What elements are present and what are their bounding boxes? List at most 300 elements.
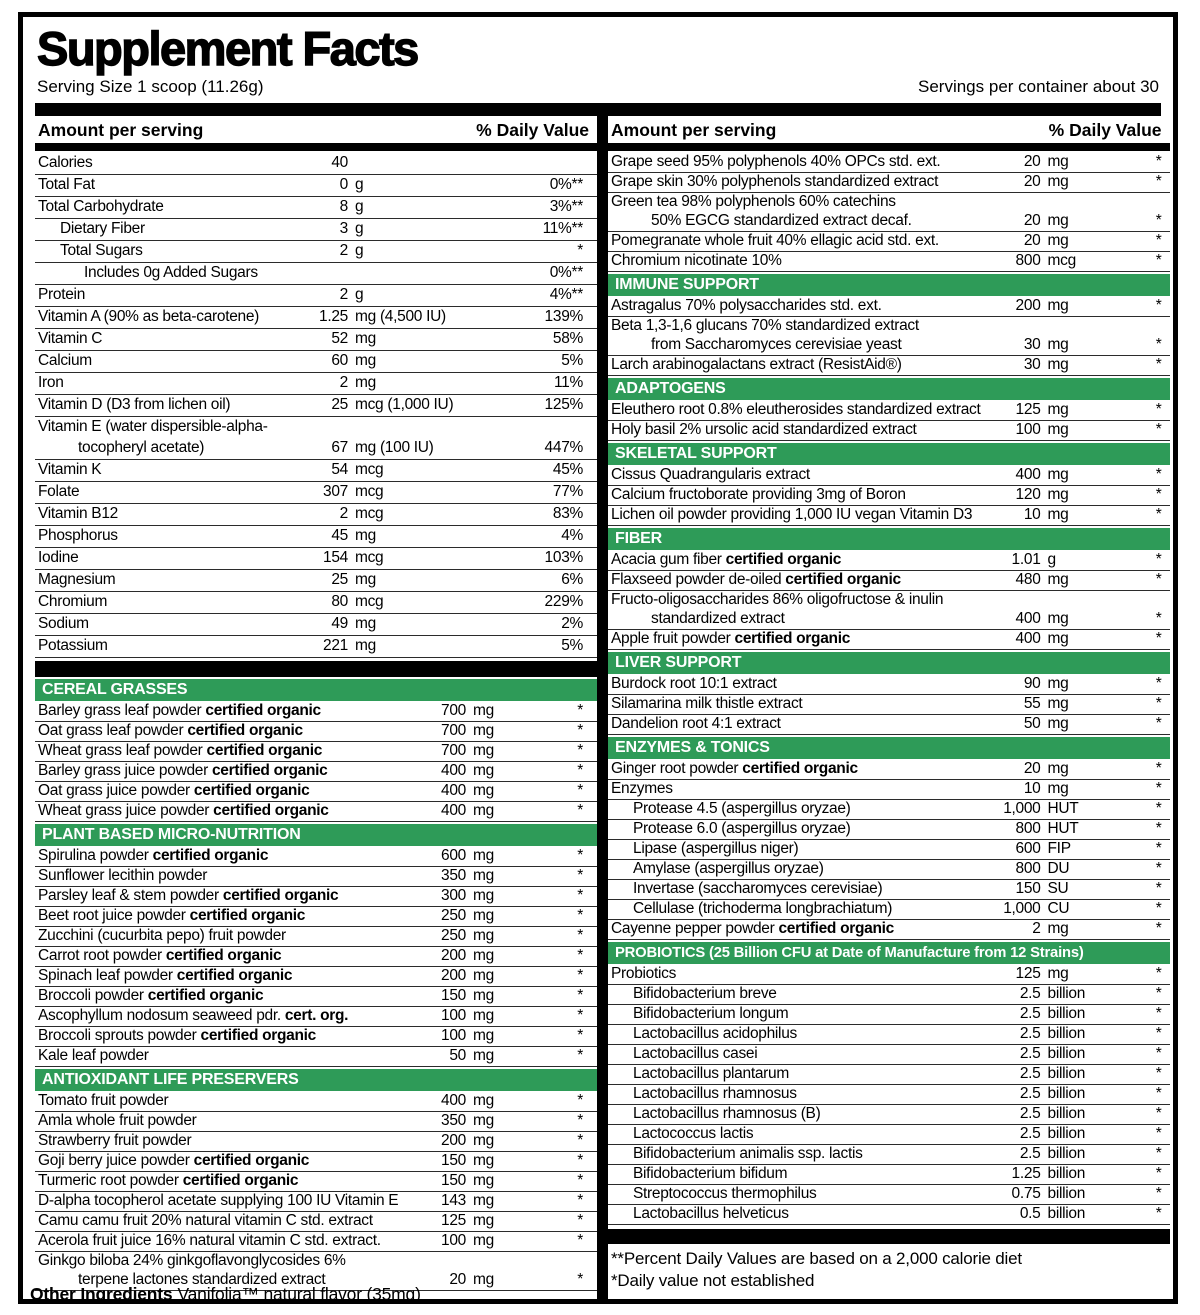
- ingredient-name: [611, 1165, 981, 1184]
- ingredient-name-text: Lactobacillus plantarum: [633, 1065, 789, 1082]
- daily-value: *: [577, 802, 583, 819]
- amount-unit: billion: [1047, 1065, 1086, 1082]
- ingredient-name: [38, 722, 406, 741]
- amount-unit: mg: [473, 907, 494, 924]
- ingredient-name: [38, 1007, 406, 1026]
- nutrient-row: [35, 153, 597, 175]
- ingredient-name: [38, 802, 406, 821]
- ingredient-row: [35, 967, 597, 987]
- ingredient-name-text: Broccoli sprouts powder: [38, 1027, 197, 1044]
- daily-value: *: [1155, 551, 1162, 568]
- ingredient-name: [38, 1152, 406, 1171]
- ingredient-name-text: Fructo-oligosaccharides 86% oligofructose & inulin: [611, 591, 944, 608]
- daily-value: 45%: [552, 461, 583, 478]
- amount-unit: mg: [1047, 336, 1069, 353]
- column-header-bar: [608, 143, 1170, 151]
- ingredient-name: [38, 373, 288, 393]
- amount-unit: billion: [1047, 985, 1086, 1002]
- daily-value: 11%: [554, 374, 583, 391]
- amount-value: 150: [441, 1172, 466, 1189]
- section-header-label: CEREAL GRASSES: [42, 681, 188, 698]
- ingredient-name-continued: 50% EGCG standardized extract decaf.: [651, 212, 912, 229]
- amount-value: 40: [331, 154, 348, 171]
- ingredient-name: [38, 702, 406, 721]
- amount-unit: mg: [473, 847, 494, 864]
- ingredient-name-text: Ascophyllum nodosum seaweed pdr.: [38, 1007, 281, 1024]
- section-header: [608, 652, 1170, 674]
- ingredient-name: [38, 548, 288, 568]
- ingredient-name-text: Potassium: [38, 637, 108, 654]
- ingredient-name-text: Enzymes: [611, 780, 673, 797]
- ingredient-row: [35, 1212, 597, 1232]
- amount-unit: mg: [473, 967, 494, 984]
- amount-value: 200: [1015, 297, 1041, 314]
- ingredient-row: [608, 506, 1170, 526]
- amount-value: 250: [441, 927, 466, 944]
- ingredient-name-text: Burdock root 10:1 extract: [611, 675, 777, 692]
- ingredient-row: [35, 947, 597, 967]
- ingredient-name-text: Amylase (aspergillus oryzae): [633, 860, 824, 877]
- ingredient-name-text: Iron: [38, 374, 64, 391]
- ingredient-name-text: Streptococcus thermophilus: [633, 1185, 817, 1202]
- nutrient-row: [35, 548, 597, 570]
- daily-value-label: % Daily Value: [1048, 120, 1162, 140]
- ingredient-name-text: Bifidobacterium bifidum: [633, 1165, 788, 1182]
- daily-value: *: [577, 1132, 583, 1149]
- daily-value: *: [1155, 297, 1162, 314]
- amount-unit: billion: [1047, 1145, 1086, 1162]
- ingredient-name: [38, 526, 288, 546]
- amount-unit: mg: [355, 330, 376, 347]
- certified-organic-bold: certified organic: [182, 1172, 299, 1189]
- amount-value: 150: [1015, 880, 1041, 897]
- ingredient-name-text: Dietary Fiber: [60, 220, 145, 237]
- certified-organic-bold: certified organic: [176, 967, 293, 984]
- daily-value: 3%**: [549, 198, 583, 215]
- other-ingredients: [30, 1284, 421, 1305]
- ingredient-row: [35, 907, 597, 927]
- ingredient-name-text: Calories: [38, 154, 93, 171]
- ingredient-name: [38, 460, 288, 480]
- ingredient-name: [38, 307, 288, 327]
- ingredient-name-text: Bifidobacterium longum: [633, 1005, 789, 1022]
- daily-value: *: [577, 742, 583, 759]
- amount-unit: mg: [473, 1212, 494, 1229]
- amount-value: 100: [1015, 421, 1041, 438]
- daily-value: *: [577, 782, 583, 799]
- ingredient-name-text: Grape skin 30% polyphenols standardized extract: [611, 173, 939, 190]
- ingredient-row: [608, 173, 1170, 193]
- ingredient-name: [611, 551, 981, 570]
- amount-unit: mcg: [1047, 252, 1076, 269]
- amount-value: 700: [441, 742, 466, 759]
- amount-value: 400: [441, 1092, 466, 1109]
- amount-unit: billion: [1047, 1125, 1086, 1142]
- nutrient-row: [35, 482, 597, 504]
- section-header: [608, 378, 1170, 400]
- section-header: [608, 737, 1170, 759]
- daily-value: *: [577, 1271, 583, 1288]
- ingredient-name-text: Oat grass leaf powder: [38, 722, 184, 739]
- ingredient-name: [38, 967, 406, 986]
- left-column: [35, 116, 597, 1299]
- ingredient-name-text: Calcium fructoborate providing 3mg of Boron: [611, 486, 906, 503]
- ingredient-name: [611, 1065, 981, 1084]
- amount-unit: mg: [1047, 571, 1069, 588]
- daily-value: *: [577, 1152, 583, 1169]
- ingredient-name: [38, 285, 288, 305]
- ingredient-name: [38, 782, 406, 801]
- amount-value: 20: [1023, 173, 1041, 190]
- ingredient-name-text: Sodium: [38, 615, 89, 632]
- ingredient-name: [38, 987, 406, 1006]
- amount-unit: billion: [1047, 1185, 1086, 1202]
- daily-value: *: [1155, 252, 1162, 269]
- amount-value: 2: [339, 286, 348, 303]
- ingredient-row: [608, 630, 1170, 650]
- daily-value: *: [1155, 466, 1162, 483]
- amount-unit: mg: [473, 1232, 494, 1249]
- daily-value: *: [1155, 421, 1162, 438]
- ingredient-name: [611, 1105, 981, 1124]
- ingredient-row: [608, 1085, 1170, 1105]
- nutrient-row: [35, 570, 597, 592]
- ingredient-name: [611, 591, 1162, 610]
- ingredient-row: [35, 722, 597, 742]
- amount-value: 25: [331, 396, 348, 413]
- amount-unit: mg: [1047, 173, 1069, 190]
- daily-value: *: [577, 847, 583, 864]
- ingredient-name: [38, 1232, 406, 1251]
- certified-organic-bold: certified organic: [147, 987, 264, 1004]
- ingredient-name: [611, 760, 981, 779]
- nutrient-row: [35, 241, 597, 263]
- amount-value: 700: [441, 702, 466, 719]
- ingredient-name-text: Barley grass juice powder: [38, 762, 208, 779]
- amount-unit: mg: [473, 1172, 494, 1189]
- amount-value: 600: [441, 847, 466, 864]
- amount-unit: mg: [1047, 780, 1069, 797]
- amount-value: 1.25: [319, 308, 348, 325]
- ingredient-row: [608, 610, 1170, 630]
- amount-unit: mg: [355, 637, 376, 654]
- amount-value: 30: [1023, 336, 1041, 353]
- ingredient-row: [608, 212, 1170, 232]
- ingredient-row: [608, 1185, 1170, 1205]
- ingredient-name: [611, 571, 981, 590]
- certified-organic-bold: certified organic: [742, 760, 858, 777]
- amount-value: 0.5: [1019, 1205, 1041, 1222]
- amount-value: 2.5: [1019, 1005, 1041, 1022]
- nutrient-row: [35, 329, 597, 351]
- certified-organic-bold: certified organic: [734, 630, 851, 647]
- amount-value: 49: [331, 615, 348, 632]
- ingredient-name: [611, 232, 981, 251]
- ingredient-name: [611, 401, 981, 420]
- daily-value: *: [1155, 760, 1162, 777]
- ingredient-name-continued: from Saccharomyces cerevisiae yeast: [651, 336, 902, 353]
- nutrient-row: [35, 395, 597, 417]
- amount-value: 2.5: [1019, 1065, 1041, 1082]
- amount-unit: mg (100 IU): [355, 439, 434, 456]
- daily-value: *: [577, 1112, 583, 1129]
- amount-unit: mg: [473, 802, 494, 819]
- amount-value: 2.5: [1019, 1025, 1041, 1042]
- amount-unit: g: [1047, 551, 1056, 568]
- ingredient-row: [35, 987, 597, 1007]
- ingredient-row: [35, 1047, 597, 1067]
- amount-value: 300: [441, 887, 466, 904]
- amount-unit: billion: [1047, 1165, 1086, 1182]
- ingredient-name: [611, 356, 981, 375]
- ingredient-name: [611, 486, 981, 505]
- footnote-dv-not-established: *Daily value not established: [611, 1270, 815, 1290]
- amount-value: 400: [441, 782, 466, 799]
- ingredient-name-text: Kale leaf powder: [38, 1047, 149, 1064]
- daily-value: *: [1155, 1145, 1162, 1162]
- ingredient-name-continued: tocopheryl acetate): [78, 439, 205, 456]
- column-divider-bar: [597, 116, 608, 1299]
- ingredient-name-text: Broccoli powder: [38, 987, 144, 1004]
- ingredient-row: [608, 1045, 1170, 1065]
- ingredient-row: [608, 401, 1170, 421]
- ingredient-row: [35, 1152, 597, 1172]
- amount-unit: mg: [473, 1152, 494, 1169]
- ingredient-name: [611, 900, 981, 919]
- amount-unit: mg: [473, 762, 494, 779]
- amount-value: 30: [1023, 356, 1041, 373]
- ingredient-name: [611, 317, 1162, 336]
- amount-value: 700: [441, 722, 466, 739]
- amount-unit: mg: [473, 1027, 494, 1044]
- amount-unit: mg: [355, 571, 376, 588]
- amount-unit: mg: [1047, 715, 1069, 732]
- amount-value: 1,000: [1003, 800, 1041, 817]
- ingredient-row: [608, 880, 1170, 900]
- daily-value: *: [577, 927, 583, 944]
- amount-per-serving-label: Amount per serving: [611, 120, 777, 140]
- certified-organic-bold: certified organic: [211, 762, 328, 779]
- amount-unit: mg (4,500 IU): [355, 308, 446, 325]
- right-column-body: [608, 151, 1170, 1225]
- columns-wrapper: [35, 116, 1161, 1299]
- ingredient-name: [611, 421, 981, 440]
- daily-value: *: [1155, 401, 1162, 418]
- ingredient-name: [611, 820, 981, 839]
- ingredient-name-text: Goji berry juice powder: [38, 1152, 190, 1169]
- amount-unit: mg: [1047, 297, 1069, 314]
- ingredient-name-text: Includes 0g Added Sugars: [84, 264, 258, 281]
- amount-value: 2.5: [1019, 1125, 1041, 1142]
- ingredient-name-continued: terpene lactones standardized extract: [78, 1271, 326, 1288]
- amount-unit: DU: [1047, 860, 1070, 877]
- daily-value: *: [1155, 860, 1162, 877]
- certified-organic-bold: certified organic: [205, 702, 321, 719]
- daily-value: *: [1155, 1125, 1162, 1142]
- ingredient-name: [611, 1185, 981, 1204]
- amount-unit: mcg: [355, 505, 384, 522]
- daily-value: 139%: [544, 308, 583, 325]
- amount-unit: mg: [473, 1132, 494, 1149]
- ingredient-name: [38, 947, 406, 966]
- daily-value: *: [1155, 1045, 1162, 1062]
- ingredient-row: [35, 1192, 597, 1212]
- ingredient-name-text: Vitamin E (water dispersible-alpha-: [38, 418, 268, 435]
- ingredient-row: [35, 802, 597, 822]
- section-header-label: ENZYMES & TONICS: [615, 739, 770, 756]
- ingredient-name-text: Acacia gum fiber: [611, 551, 722, 568]
- amount-unit: mg: [1047, 153, 1069, 170]
- ingredient-name-text: Cellulase (trichoderma longbrachiatum): [633, 900, 893, 917]
- amount-unit: mcg: [355, 483, 384, 500]
- section-header: [35, 679, 597, 701]
- amount-value: 0.75: [1011, 1185, 1041, 1202]
- amount-unit: mg: [473, 1271, 494, 1288]
- ingredient-row: [608, 1005, 1170, 1025]
- amount-unit: mg: [1047, 630, 1069, 647]
- daily-value-label: % Daily Value: [476, 120, 589, 140]
- daily-value: *: [1155, 820, 1162, 837]
- ingredient-name-text: Lactobacillus rhamnosus (B): [633, 1105, 821, 1122]
- daily-value: 5%: [561, 352, 583, 369]
- amount-value: 150: [441, 987, 466, 1004]
- amount-value: 307: [323, 483, 348, 500]
- ingredient-name-text: Chromium nicotinate 10%: [611, 252, 782, 269]
- ingredient-name-text: Turmeric root powder: [38, 1172, 179, 1189]
- section-header: [608, 443, 1170, 465]
- left-column-header: [35, 116, 597, 143]
- right-column: [608, 116, 1170, 1299]
- amount-value: 120: [1015, 486, 1041, 503]
- amount-value: 10: [1023, 506, 1041, 523]
- daily-value: *: [1155, 695, 1162, 712]
- left-column-body: [35, 151, 597, 1291]
- ingredient-name: [38, 1252, 583, 1271]
- daily-value: *: [1155, 610, 1162, 627]
- ingredient-name-text: Lactobacillus acidophilus: [633, 1025, 797, 1042]
- amount-value: 50: [1023, 715, 1041, 732]
- serving-size: Serving Size 1 scoop (11.26g): [37, 77, 264, 96]
- ingredient-name-text: D-alpha tocopherol acetate supplying 100 IU Vitamin E: [38, 1192, 399, 1209]
- certified-organic-bold: certified organic: [193, 1152, 310, 1169]
- other-ingredients-label: Other Ingredients: [30, 1284, 173, 1304]
- amount-value: 20: [449, 1271, 466, 1288]
- amount-unit: SU: [1047, 880, 1069, 897]
- ingredient-name-text: Larch arabinogalactans extract (ResistAid®): [611, 356, 902, 373]
- serving-info-row: [37, 76, 1159, 97]
- amount-value: 54: [331, 461, 348, 478]
- ingredient-row: [608, 232, 1170, 252]
- amount-unit: mg: [473, 887, 494, 904]
- daily-value: 125%: [544, 396, 583, 413]
- ingredient-name-text: Spirulina powder: [38, 847, 149, 864]
- ingredient-row: [35, 1112, 597, 1132]
- ingredient-name: [38, 867, 406, 886]
- amount-value: 400: [1015, 630, 1041, 647]
- amount-unit: mg: [1047, 920, 1069, 937]
- ingredient-row: [35, 1092, 597, 1112]
- amount-value: 800: [1015, 252, 1041, 269]
- ingredient-row: [608, 193, 1170, 212]
- daily-value: *: [1155, 880, 1162, 897]
- amount-value: 125: [1015, 965, 1041, 982]
- ingredient-name-text: Total Fat: [38, 176, 95, 193]
- amount-value: 2.5: [1019, 1105, 1041, 1122]
- amount-value: 100: [441, 1007, 466, 1024]
- amount-unit: g: [355, 286, 364, 303]
- ingredient-name: [38, 636, 288, 656]
- ingredient-name-text: Barley grass leaf powder: [38, 702, 202, 719]
- amount-unit: mg: [473, 927, 494, 944]
- section-header: [608, 942, 1170, 964]
- daily-value: *: [1155, 800, 1162, 817]
- ingredient-row: [608, 1025, 1170, 1045]
- amount-unit: mg: [1047, 421, 1069, 438]
- daily-value: *: [577, 762, 583, 779]
- ingredient-row: [608, 153, 1170, 173]
- ingredient-name: [38, 1027, 406, 1046]
- ingredient-name: [38, 1047, 406, 1066]
- amount-value: 200: [441, 1132, 466, 1149]
- ingredient-name-text: Cissus Quadrangularis extract: [611, 466, 810, 483]
- ingredient-name-text: Beet root juice powder: [38, 907, 186, 924]
- daily-value: *: [1155, 630, 1162, 647]
- nutrient-row: [35, 438, 597, 460]
- amount-unit: mg: [1047, 401, 1069, 418]
- ingredient-name: [38, 351, 288, 371]
- daily-value: 103%: [544, 549, 583, 566]
- certified-organic-bold: certified organic: [189, 907, 306, 924]
- ingredient-name-text: Bifidobacterium animalis ssp. lactis: [633, 1145, 863, 1162]
- nutrient-row: [35, 263, 597, 285]
- ingredient-name: [38, 1172, 406, 1191]
- ingredient-name-text: Lipase (aspergillus niger): [633, 840, 799, 857]
- ingredient-row: [608, 860, 1170, 880]
- amount-value: 480: [1015, 571, 1041, 588]
- amount-value: 400: [1015, 610, 1041, 627]
- ingredient-name-text: Holy basil 2% ursolic acid standardized extract: [611, 421, 917, 438]
- daily-value: 6%: [561, 571, 583, 588]
- amount-unit: mg: [473, 867, 494, 884]
- ingredient-row: [608, 317, 1170, 336]
- certified-organic-bold: certified organic: [206, 742, 323, 759]
- amount-value: 52: [331, 330, 348, 347]
- ingredient-name-text: Spinach leaf powder: [38, 967, 173, 984]
- daily-value: *: [1155, 675, 1162, 692]
- amount-unit: mg: [473, 1112, 494, 1129]
- ingredient-name: [611, 695, 981, 714]
- certified-organic-bold: certified organic: [187, 722, 303, 739]
- amount-value: 90: [1023, 675, 1041, 692]
- daily-value: 4%**: [549, 286, 583, 303]
- nutrient-row: [35, 307, 597, 329]
- ingredient-row: [608, 591, 1170, 610]
- ingredient-name-text: Phosphorus: [38, 527, 118, 544]
- amount-unit: mcg: [355, 461, 384, 478]
- ingredient-name-text: Parsley leaf & stem powder: [38, 887, 219, 904]
- daily-value: *: [1155, 336, 1162, 353]
- daily-value: *: [577, 1007, 583, 1024]
- ingredient-row: [608, 1125, 1170, 1145]
- amount-unit: mg: [355, 527, 376, 544]
- nutrient-row: [35, 373, 597, 395]
- amount-unit: mg: [355, 615, 376, 632]
- amount-unit: mg: [1047, 212, 1069, 229]
- amount-value: 25: [331, 571, 348, 588]
- ingredient-row: [608, 820, 1170, 840]
- ingredient-name: [611, 780, 981, 799]
- ingredient-name-text: Vitamin A (90% as beta-carotene): [38, 308, 260, 325]
